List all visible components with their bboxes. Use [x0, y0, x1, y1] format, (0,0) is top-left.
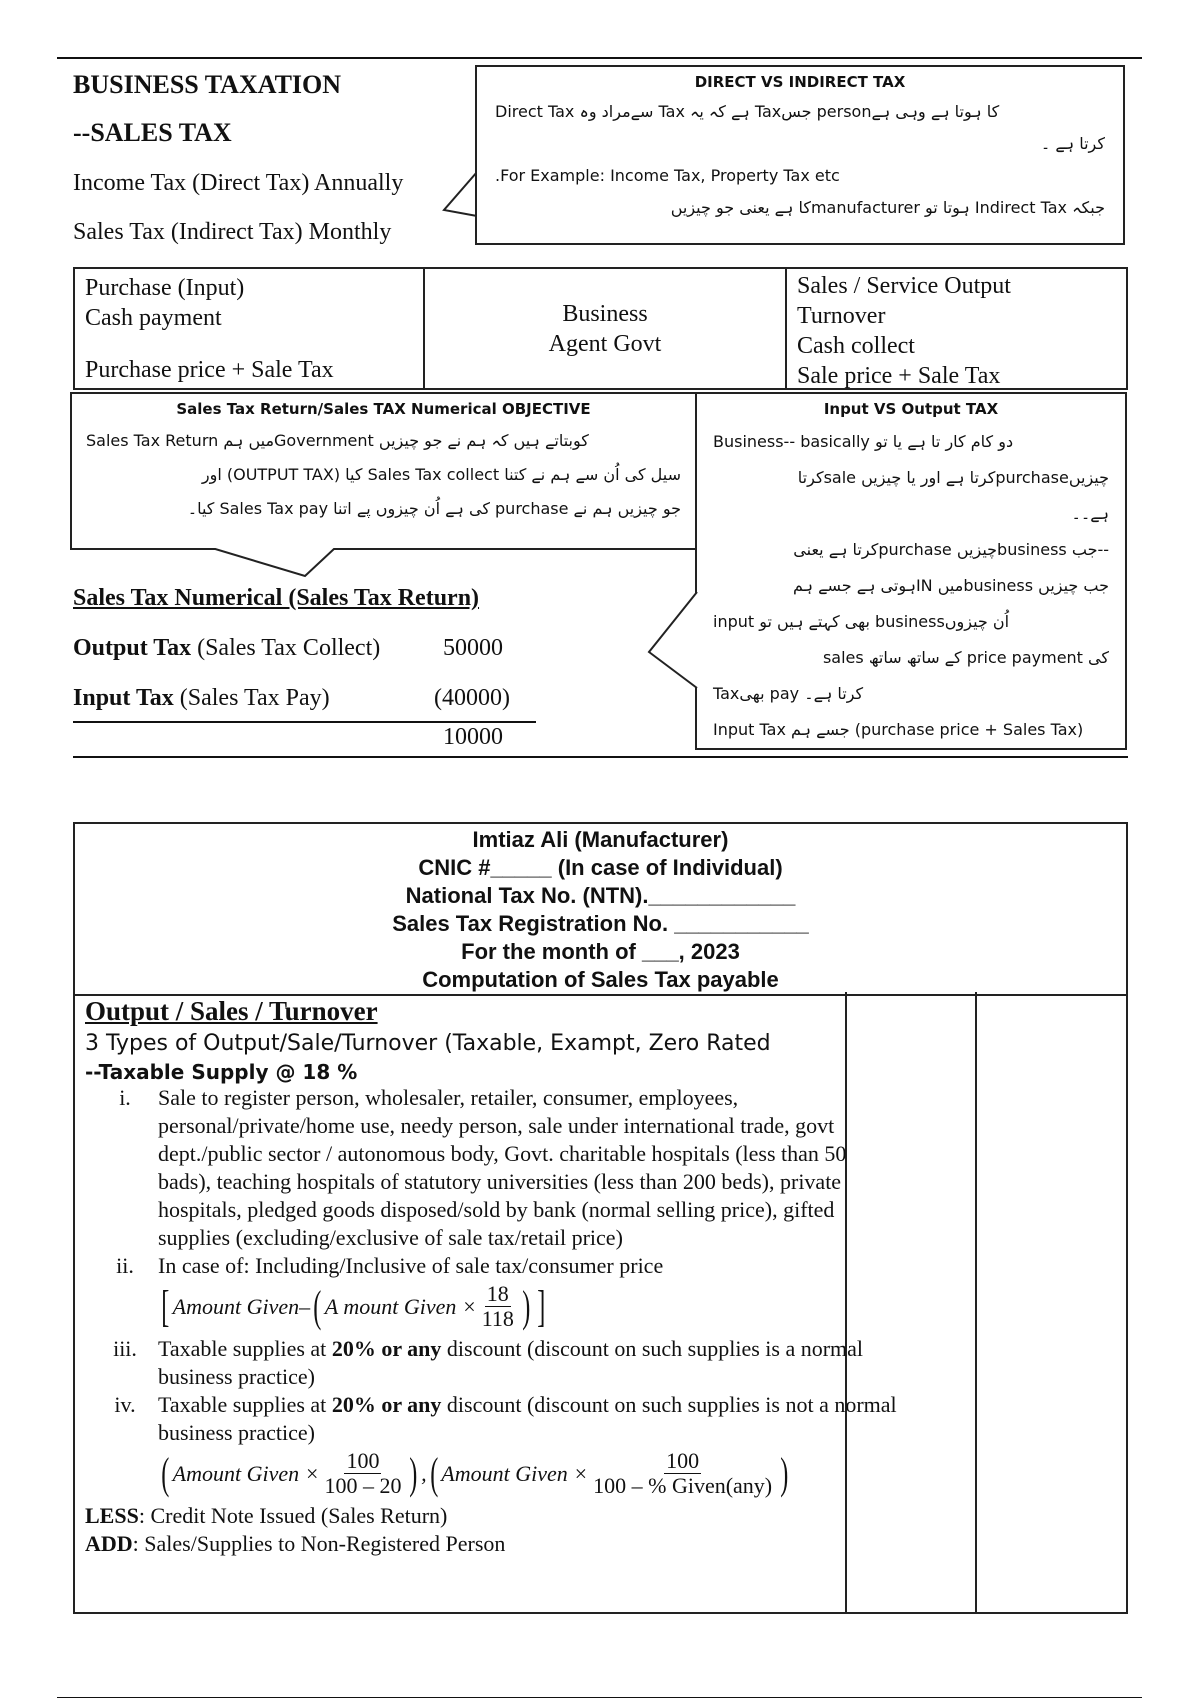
flow-input-price: Purchase price + Sale Tax	[85, 357, 334, 383]
io-line-4: --جب businessچیزیں purchaseکرتا ہے یعنی	[793, 540, 1109, 559]
page-title: BUSINESS TAXATION	[73, 70, 342, 99]
flow-business-label: Business	[562, 301, 648, 327]
fraction-denominator: 118	[481, 1306, 514, 1331]
output-tax-desc: (Sales Tax Collect)	[197, 635, 381, 661]
direct-line-1: Direct Tax سےمراد وہ Tax ہے کہ یہ Taxجس personکا ہوتا ہے وہی ہے	[495, 102, 1000, 121]
io-heading: Input VS Output TAX	[823, 400, 999, 418]
flow-input-cash: Cash payment	[85, 305, 222, 331]
output-tax-row	[73, 635, 380, 662]
section-end-rule	[73, 756, 1128, 758]
strn-line: Sales Tax Registration No. ___________	[392, 911, 809, 936]
input-output-box	[695, 392, 1127, 750]
io-line-6: input بھی کہتے ہیں تو businessاُن چیزوں	[713, 612, 1010, 631]
input-tax-value: (40000)	[434, 685, 510, 711]
io-line-7: کی price payment کے ساتھ ساتھ sales	[822, 648, 1109, 667]
output-tax-label: Output Tax	[73, 635, 192, 661]
bottom-rule	[57, 1697, 1142, 1698]
return-line-2: سیل کی اُن سے ہم نے کتنا Sales Tax collect کیا (OUTPUT TAX) اور	[201, 465, 681, 484]
flow-sale-price: Sale price + Sale Tax	[797, 363, 1001, 389]
item-bold: 20% or any	[331, 1392, 442, 1417]
io-line-8: Taxبھی pay کرتا ہے۔	[713, 684, 864, 703]
item-text: Sale to register person, wholesaler, retailer, consumer, employees, personal/private/home use, needy person, sale under international trade, govt dept./public sector / autonomous body, Govt. charitable hospitals (less than 50 bads), teaching hospitals of statutory universities (less than 200 beds), private hospitals, pledged goods disposed/sold by bank (normal selling price), gifted supplies (excluding/exclusive of sale tax/retail price)	[158, 1085, 847, 1250]
income-tax-line: Income Tax (Direct Tax) Annually	[73, 170, 404, 196]
io-line-5: جب چیزیں businessمیں INہوتی ہے جسے ہم	[792, 576, 1109, 595]
io-line-9: Input Tax جسے ہم (purchase price + Sales Tax)	[713, 720, 1084, 739]
formula-fraction	[480, 1282, 516, 1331]
list-item	[85, 1335, 905, 1391]
fraction-numerator: 100	[666, 1448, 700, 1473]
callout-pointer	[440, 170, 480, 230]
less-text: : Credit Note Issued (Sales Return)	[138, 1503, 448, 1528]
list-item	[85, 1084, 905, 1252]
flow-input-label: Purchase (Input)	[85, 275, 245, 301]
flow-turnover: Turnover	[797, 303, 886, 329]
input-tax-desc: (Sales Tax Pay)	[179, 685, 330, 711]
sales-tax-line: Sales Tax (Indirect Tax) Monthly	[73, 219, 392, 245]
output-section-title: Output / Sales / Turnover	[85, 996, 378, 1026]
input-tax-row	[73, 685, 330, 712]
item-number: iv.	[114, 1392, 136, 1417]
item-text: discount (discount on such supplies is not a normal business practice)	[158, 1392, 897, 1445]
add-label: ADD	[85, 1531, 133, 1556]
add-line	[85, 1530, 905, 1558]
formula-term: Amount Given ×	[441, 1460, 589, 1486]
sales-tax-return-box	[70, 392, 697, 550]
net-tax-value: 10000	[443, 724, 503, 750]
item-text: Taxable supplies at	[158, 1336, 332, 1361]
formula-minus: –	[299, 1293, 311, 1319]
formula-fraction	[591, 1449, 774, 1498]
formula-term: A mount Given ×	[324, 1293, 477, 1319]
less-line	[85, 1502, 905, 1530]
flow-business-column	[425, 269, 787, 388]
return-heading: Sales Tax Return/Sales TAX Numerical OBJECTIVE	[176, 400, 591, 418]
item-number: iii.	[113, 1336, 137, 1361]
discount-formula: ( Amount Given × $\frac{100}{100 - 20}$ ) , ( Amount Given × $\frac{100}{\text{100 – \% Given(any)}}$ )	[161, 1448, 789, 1498]
item-number: ii.	[116, 1253, 134, 1278]
item-number: i.	[119, 1085, 131, 1110]
computation-title: Computation of Sales Tax payable	[422, 967, 779, 992]
month-line: For the month of ___, 2023	[461, 939, 740, 964]
add-text: : Sales/Supplies to Non-Registered Person	[132, 1531, 506, 1556]
item-text: discount (discount on such supplies is a normal business practice)	[158, 1336, 864, 1389]
io-callout-pointer	[645, 590, 699, 690]
fraction-denominator: 100 – 20	[324, 1473, 402, 1498]
flow-cash-collect: Cash collect	[797, 333, 915, 359]
inclusive-formula: [ Amount Given – ( A mount Given × $\frac{18}{118}$ ) ]	[161, 1281, 545, 1331]
output-types: 3 Types of Output/Sale/Turnover (Taxable, Exampt, Zero Rated	[85, 1031, 771, 1056]
formula-fraction	[322, 1449, 403, 1498]
item-text: In case of: Including/Inclusive of sale tax/consumer price	[158, 1253, 664, 1278]
computation-header	[75, 824, 1126, 996]
list-item	[85, 1391, 905, 1498]
input-tax-label: Input Tax	[73, 685, 174, 711]
column-divider-2	[975, 992, 977, 1612]
business-flow-table	[73, 267, 1128, 390]
item-text: Taxable supplies at	[158, 1392, 332, 1417]
list-item	[85, 1252, 905, 1331]
direct-indirect-box	[475, 65, 1125, 245]
formula-term: Amount Given	[172, 1293, 300, 1319]
total-rule	[73, 721, 536, 723]
less-label: LESS	[85, 1503, 139, 1528]
flow-output-label: Sales / Service Output	[797, 273, 1011, 299]
direct-line-3: .For Example: Income Tax, Property Tax etc	[495, 166, 840, 185]
cnic-line: CNIC #_____ (In case of Individual)	[418, 855, 783, 880]
flow-input-column	[75, 269, 425, 388]
taxpayer-name: Imtiaz Ali (Manufacturer)	[472, 827, 729, 852]
return-line-3: جو چیزیں ہم نے purchase کی ہے اُن چیزوں پے اتنا Sales Tax pay کیا۔	[187, 499, 681, 518]
return-line-1: Sales Tax Return میں ہمGovernment کوبتاتے ہیں کہ ہم نے جو چیزیں	[86, 431, 589, 450]
output-tax-value: 50000	[443, 635, 503, 661]
ntn-line: National Tax No. (NTN).____________	[405, 883, 796, 908]
io-line-2: چیزیںpurchaseکرتا ہے اور یا چیزیں saleکرتا	[797, 468, 1109, 487]
flow-agent-label: Agent Govt	[548, 331, 662, 357]
direct-line-4: جبکہ Indirect Tax ہوتا تو manufacturerکا ہے یعنی جو چیزیں	[670, 198, 1105, 217]
page-subtitle: --SALES TAX	[73, 118, 232, 147]
top-rule	[57, 57, 1142, 59]
direct-line-2: کرتا ہے ۔	[1040, 134, 1105, 153]
flow-output-column	[787, 269, 1126, 388]
formula-term: Amount Given ×	[172, 1460, 320, 1486]
fraction-numerator: 100	[346, 1448, 380, 1473]
io-line-3: ہے۔۔	[1071, 504, 1109, 523]
computation-table	[73, 822, 1128, 1614]
item-bold: 20% or any	[331, 1336, 442, 1361]
numerical-heading: Sales Tax Numerical (Sales Tax Return)	[73, 585, 480, 611]
direct-indirect-heading: DIRECT VS INDIRECT TAX	[694, 73, 906, 91]
formula-comma: ,	[421, 1460, 427, 1486]
fraction-denominator: 100 – % Given(any)	[593, 1473, 773, 1498]
fraction-numerator: 18	[486, 1281, 509, 1306]
computation-body	[85, 994, 905, 1558]
return-callout-pointer	[210, 548, 350, 578]
io-line-1: Business-- basically دو کام کار تا ہے یا تو	[713, 432, 1014, 451]
taxable-supply-heading: --Taxable Supply @ 18 %	[85, 1060, 358, 1084]
